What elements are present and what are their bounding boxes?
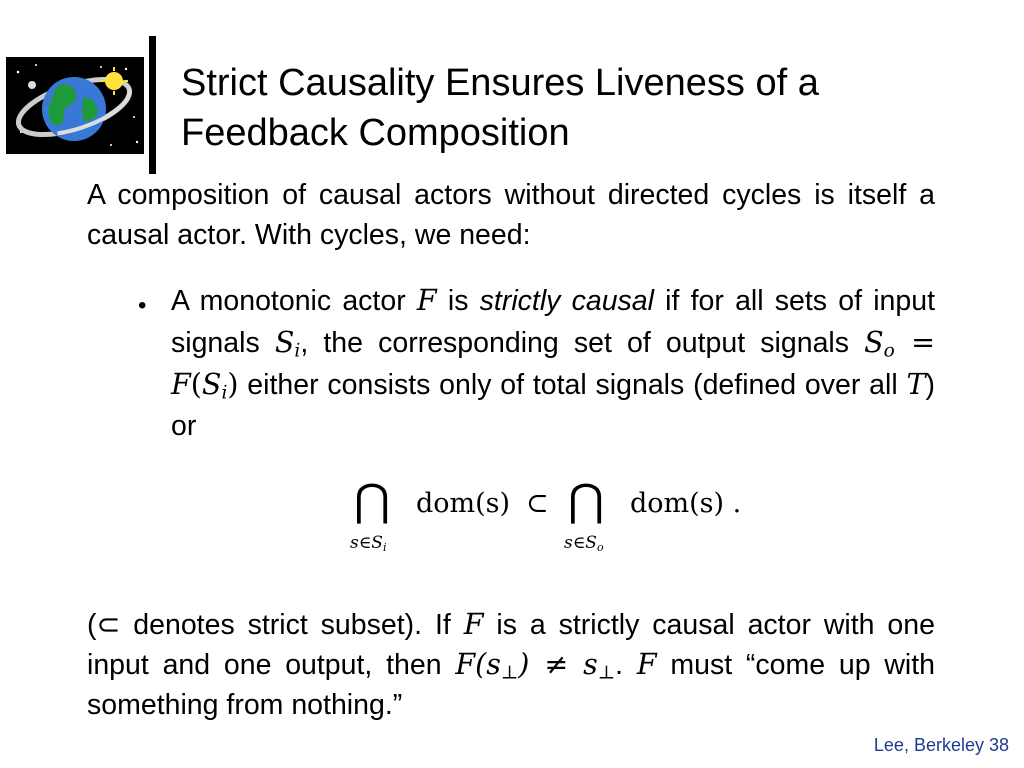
- bullet-text-1: A monotonic actor: [171, 285, 417, 317]
- math-bottom-1: ⊥: [500, 662, 519, 684]
- lhs-subscript: $s\in S_i$: [350, 533, 387, 554]
- bullet-text-4: , the corresponding set of output signals: [300, 327, 865, 359]
- math-paren-close: ): [227, 368, 239, 401]
- bullet-text-6: ) or: [171, 369, 935, 442]
- title-line-2: Feedback Composition: [181, 112, 570, 154]
- intro-paragraph: [87, 175, 935, 255]
- strictly-causal-term: strictly causal: [479, 285, 654, 317]
- closing-text-1: (⊂ denotes strict subset). If: [87, 609, 464, 641]
- closing-text-3: .: [615, 649, 637, 681]
- slide-title: [181, 58, 981, 158]
- math-bottom-2: ⊥: [597, 662, 616, 684]
- title-line-1: Strict Causality Ensures Liveness of a: [181, 62, 819, 104]
- math-F-4: F: [636, 648, 657, 681]
- math-F: F: [416, 284, 437, 317]
- slide-footer: Lee, Berkeley 38: [873, 735, 1009, 755]
- bullet-text-5: either consists only of total signals (defined over all: [238, 369, 907, 401]
- math-S-o: S: [864, 326, 884, 359]
- dom-rhs: dom(s) .: [630, 488, 742, 519]
- math-T: T: [906, 368, 926, 401]
- bullet-text-2: is: [436, 285, 480, 317]
- closing-text-2: is a strictly causal actor with one input and one output, then: [87, 609, 935, 681]
- strict-subset-symbol: ⊂: [526, 488, 549, 519]
- rhs-subscript: $s\in S_o$: [564, 533, 604, 554]
- math-S-2: S: [201, 368, 222, 401]
- dom-lhs: dom(s): [416, 488, 511, 519]
- math-paren-open: (: [190, 368, 202, 401]
- closing-text-4: must “come up with something from nothing.”: [87, 649, 935, 721]
- math-sub-o: o: [883, 340, 895, 362]
- math-equals: =: [894, 326, 935, 359]
- math-F-3: F: [463, 608, 484, 641]
- math-neq-s-bot: ) ≠ s: [518, 648, 598, 681]
- title-divider: [149, 36, 156, 174]
- math-F-s-bot: F(s: [455, 648, 501, 681]
- intersection-symbol-right: ⋂: [568, 475, 605, 526]
- bullet-text-3: if for all sets of input signals: [171, 285, 936, 359]
- math-F-2: F: [171, 368, 191, 401]
- bullet-marker: •: [138, 292, 147, 319]
- math-S: S: [274, 326, 295, 359]
- math-sub-i-2: i: [221, 382, 228, 404]
- globe-logo: [6, 57, 144, 154]
- intro-text: A composition of causal actors without directed cycles is itself a causal actor. With cycles, we need:: [87, 179, 935, 251]
- math-sub-i: i: [294, 340, 301, 362]
- closing-paragraph: [87, 605, 935, 725]
- intersection-symbol-left: ⋂: [354, 475, 391, 526]
- bullet-item: [171, 280, 935, 447]
